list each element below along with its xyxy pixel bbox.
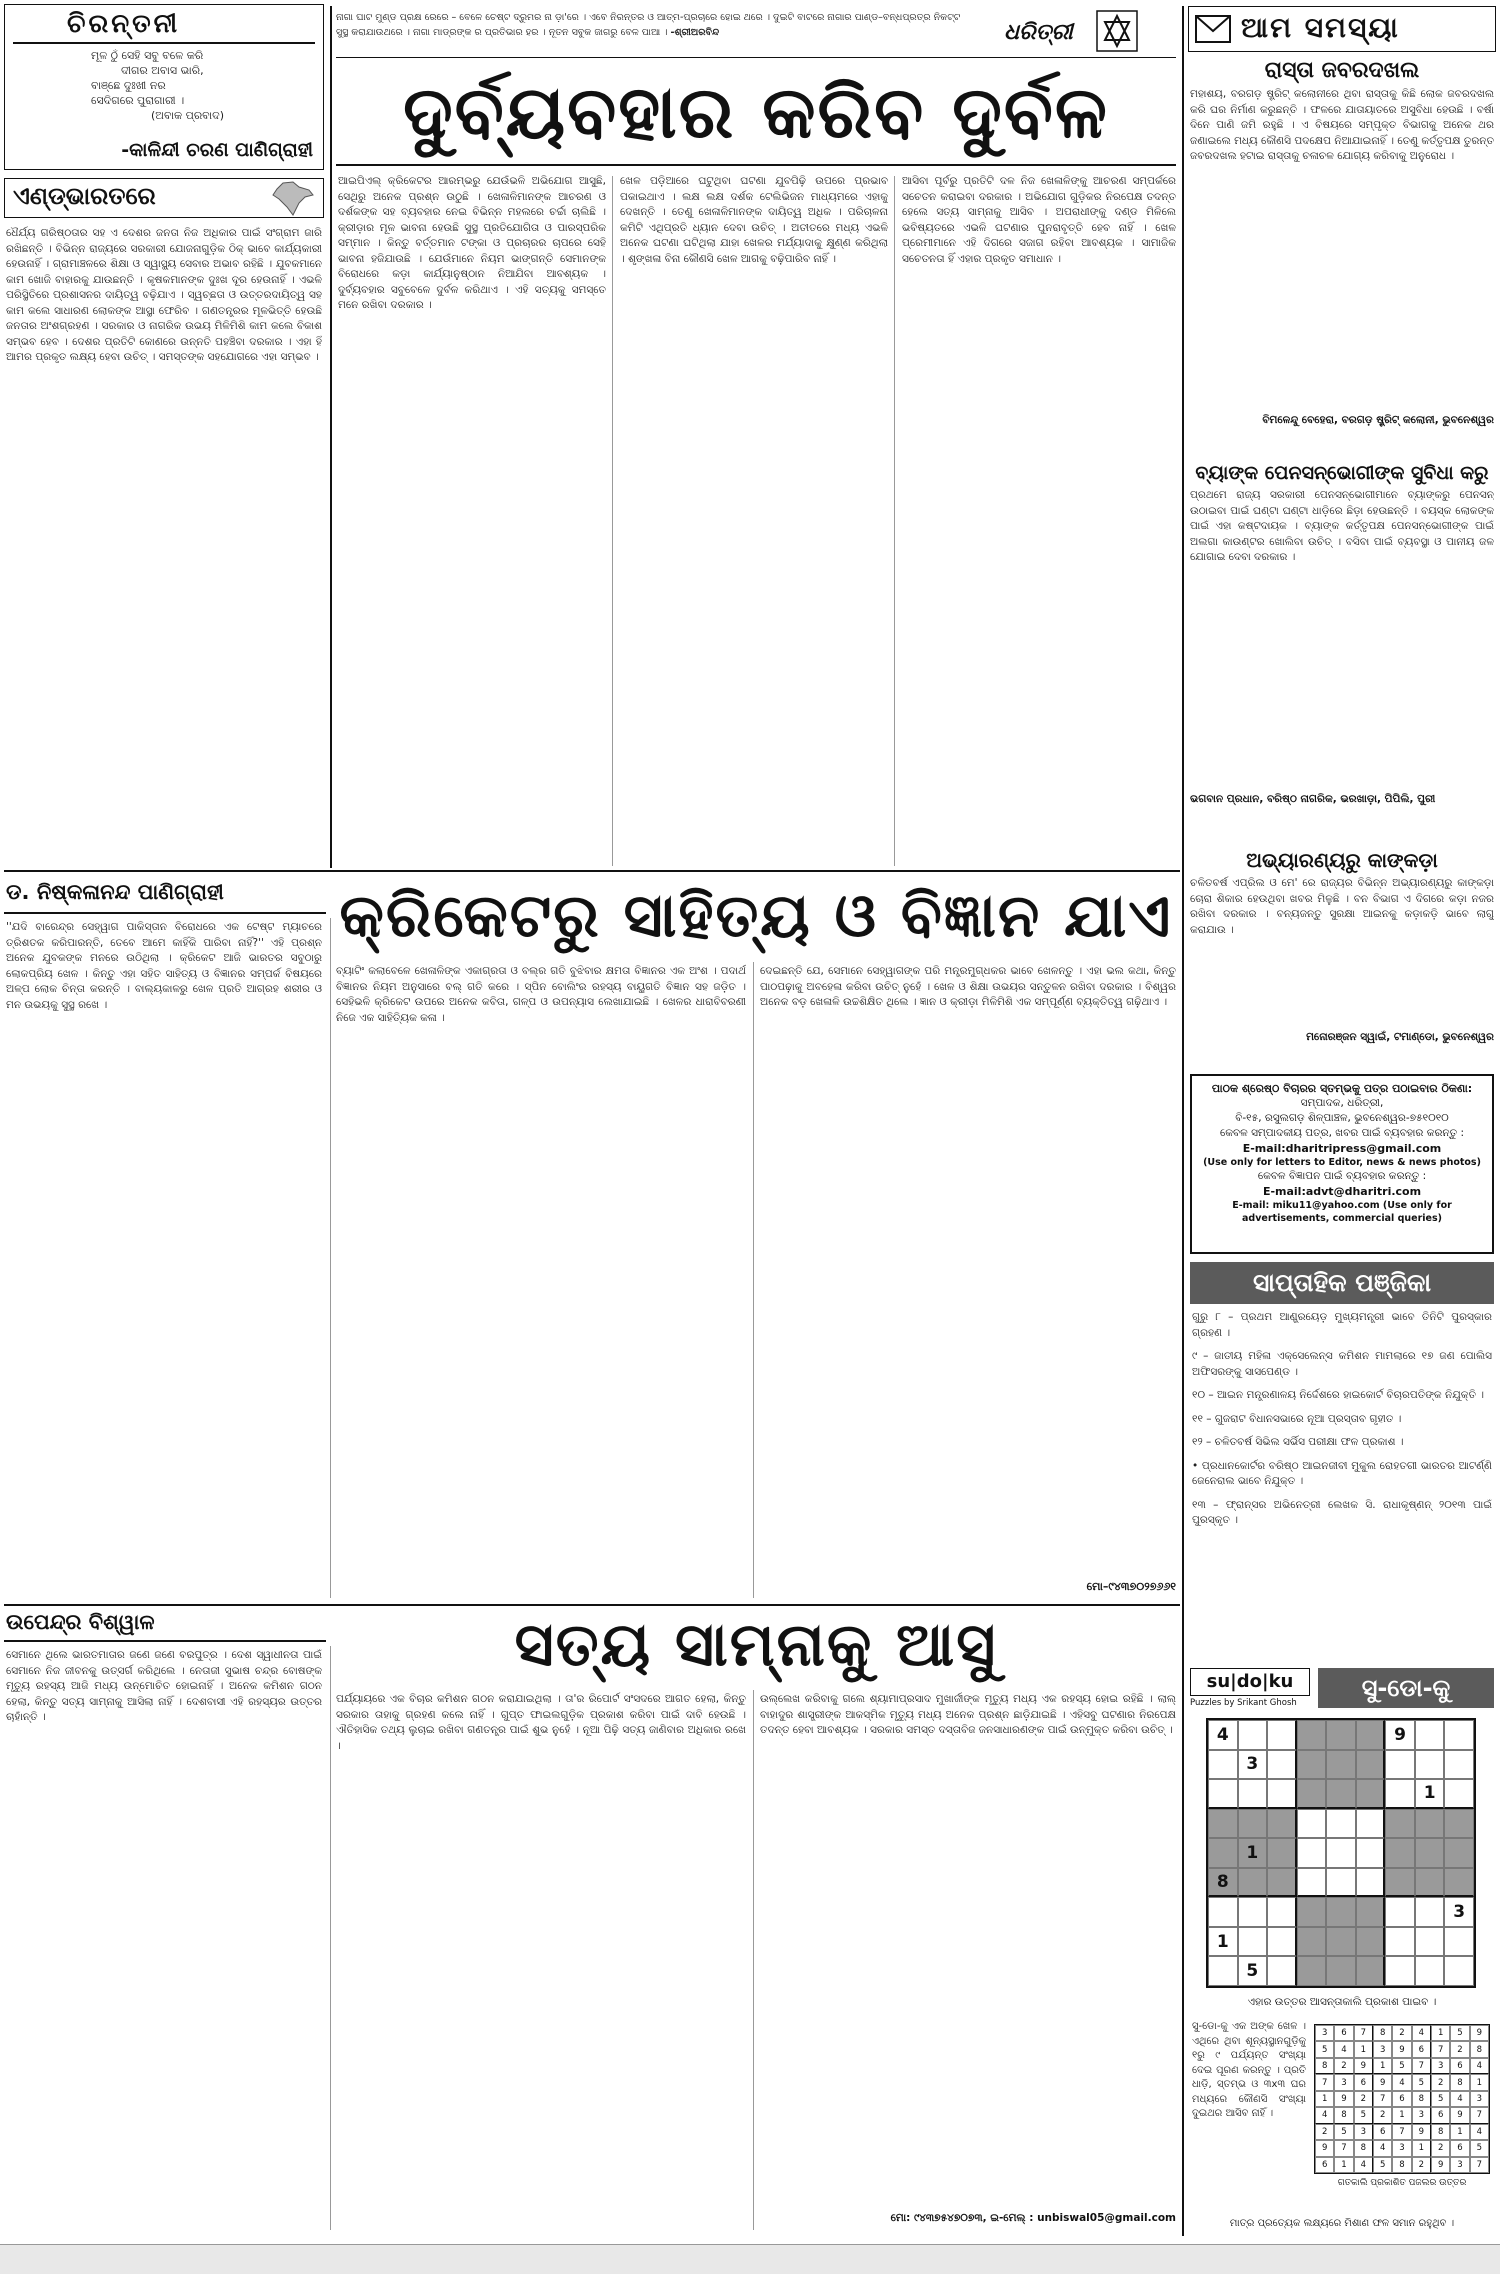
article3-contact: ମୋ: ୯୪୩୭୫୪୭୦୭୩, ଇ-ମେଲ୍ : unbiswal05@gmail.com xyxy=(890,2212,1176,2224)
contact-line-3: କେବଳ ସମ୍ପାଦକୀୟ ପତ୍ର, ଖବର ପାଇଁ ବ୍ୟବହାର କରନ୍ତୁ : xyxy=(1219,1127,1465,1139)
sudoku-cell[interactable]: 8 xyxy=(1208,1868,1238,1898)
sudoku-solution-cell: 6 xyxy=(1450,2058,1469,2074)
sudoku-cell[interactable] xyxy=(1415,1720,1445,1750)
sudoku-cell[interactable] xyxy=(1385,1809,1415,1839)
sudoku-solution-cell: 6 xyxy=(1450,2140,1469,2156)
sudoku-solution-cell: 4 xyxy=(1373,2140,1392,2156)
article2-col-1: ''ଯଦି ବାରେନ୍ଦ୍ର ସେହ୍ୱାଗ ପାକିସ୍ତାନ ବିରୋଧରେ ଏକ ଟେଷ୍ଟ ମ୍ୟାଚରେ ତ୍ରିଶତକ କରିପାରନ୍ତି, ତେବେ ଆମେ କାହିଁକି ପାରିବା ନାହିଁ?'' ଏହି ପ୍ରଶ୍ନ ଅନେକ ଯୁବକଙ୍କ ମନରେ ଉଠିଥିଲା । କ୍ରିକେଟ ଆଜି ଭାରତର ସବୁଠାରୁ ଲୋକପ୍ରିୟ ଖେଳ । କିନ୍ତୁ ଏହା ସହିତ ସାହିତ୍ୟ ଓ ବିଜ୍ଞାନର ସମ୍ପର୍କ ବିଷୟରେ ଅଳ୍ପ ଲୋକ ଚିନ୍ତା କରନ୍ତି । ବାଲ୍ୟକାଳରୁ ଖେଳ ପ୍ରତି ଆଗ୍ରହ ଶରୀର ଓ ମନ ଉଭୟକୁ ସୁସ୍ଥ ରଖେ । xyxy=(6,921,322,1011)
sudoku-solution-cell: 8 xyxy=(1354,2140,1373,2156)
sudoku-solution-cell: 8 xyxy=(1373,2025,1392,2041)
weekly-item: ୧୦ – ଆଇନ ମନ୍ତ୍ରଣାଳୟ ନିର୍ଦ୍ଦେଶରେ ହାଇକୋର୍ଟ ବିଚାରପତିଙ୍କ ନିଯୁକ୍ତି । xyxy=(1192,1389,1485,1401)
sudoku-cell[interactable] xyxy=(1267,1720,1297,1750)
sudoku-solution-cell: 1 xyxy=(1450,2124,1469,2140)
sudoku-cell[interactable] xyxy=(1267,1838,1297,1868)
editorial-header xyxy=(4,178,324,218)
quote-text: ନାଗା ଘାଟ ମୁଣ୍ଡ ପ୍ରକ୍ଷ ରେରେ – ବେଳେ ଚେଷ୍ଟ ଦ୍ରୁମର ନା ଡ଼ା'ରେ । ଏବେ ନିରନ୍ତର ଓ ଆତ୍ମ-ପ୍ରଚାରେ ହୋଇ ଥରେ । ଦୁଇଟି ବାଟରେ ନାଗାର ପାଣ୍ଡ–ବନ୍ଧପ୍ରତ୍ର ନିକଟ୍ଟ ସୁସ୍ଥ କରାଯାଉଥରେ । ନାଗା ମାଡ୍ରଙ୍କ ର ପ୍ରତିଭାର ହର । ନୂତନ ସବୁକ ଜାଗରୁ ବେଳ ପାଆ । -ଶ୍ରୀଅରବିନ୍ଦ xyxy=(336,12,961,38)
sudoku-cell[interactable] xyxy=(1267,1927,1297,1957)
sudoku-solution-cell: 5 xyxy=(1392,2058,1411,2074)
sudoku-cell[interactable] xyxy=(1208,1779,1238,1809)
sudoku-solution-cell: 8 xyxy=(1334,2107,1353,2123)
article2-byline: ଡ. ନିଷ୍କଳାନନ୍ଦ ପାଣିଗ୍ରାହୀ xyxy=(6,880,224,904)
sudoku-solution-cell: 1 xyxy=(1392,2107,1411,2123)
letter-3-title: ଅଭ୍ୟାରଣ୍ୟରୁ କାଙ୍କଡ଼ା xyxy=(1246,848,1438,872)
sudoku-solution-cell: 2 xyxy=(1373,2107,1392,2123)
sudoku-solution-cell: 3 xyxy=(1392,2140,1411,2156)
sudoku-solution-cell: 4 xyxy=(1450,2091,1469,2107)
sudoku-cell[interactable] xyxy=(1385,1779,1415,1809)
contact-email-advt[interactable]: E-mail:advt@dharitri.com xyxy=(1262,1185,1422,1198)
sudoku-cell[interactable] xyxy=(1444,1720,1474,1750)
letter-2-title: ବ୍ୟାଙ୍କ ପେନସନ୍‌ଭୋଗୀଙ୍କ ସୁବିଧା କରୁ xyxy=(1195,462,1489,484)
sudoku-cell[interactable]: 1 xyxy=(1208,1927,1238,1957)
sudoku-solution-cell: 5 xyxy=(1373,2157,1392,2173)
sudoku-cell[interactable] xyxy=(1208,1897,1238,1927)
letters-title: ଆମ ସମସ୍ୟା xyxy=(1241,11,1400,44)
sudoku-solution-cell: 4 xyxy=(1470,2058,1489,2074)
weekly-item: • ପ୍ରଧାନକୋର୍ଟର ବରିଷ୍ଠ ଆଇନଜୀବୀ ମୁକୁଲ ରୋହତଗୀ ଭାରତର ଆଟର୍ଣ୍ଣି ଜେନେରାଲ ଭାବେ ନିଯୁକ୍ତ । xyxy=(1192,1459,1492,1487)
sudoku-solution-cell: 9 xyxy=(1373,2074,1392,2090)
sudoku-solution-cell: 3 xyxy=(1431,2058,1450,2074)
sudoku-grid[interactable] xyxy=(1206,1718,1476,1988)
sudoku-cell[interactable]: 3 xyxy=(1444,1897,1474,1927)
sudoku-solution-cell: 4 xyxy=(1412,2025,1431,2041)
sudoku-cell[interactable]: 4 xyxy=(1208,1720,1238,1750)
letter-2 xyxy=(1190,462,1494,842)
letter-2-signature: ଭଗବାନ ପ୍ରଧାନ, ବରିଷ୍ଠ ନାଗରିକ, ଭରଖାଡ଼ା, ପିପିଲି, ପୁରୀ xyxy=(1190,793,1436,805)
sudoku-cell[interactable] xyxy=(1326,1868,1356,1898)
letter-1-title: ରାସ୍ତା ଜବରଦଖଲ xyxy=(1264,58,1420,83)
sudoku-cell[interactable] xyxy=(1444,1868,1474,1898)
lead-col-1: ଆଇପିଏଲ୍ କ୍ରିକେଟର ଆରମ୍ଭରୁ ଯେଉଁଭଳି ଅଭିଯୋଗ ଆସୁଛି, ସେଥିରୁ ଅନେକ ପ୍ରଶ୍ନ ଉଠୁଛି । ଖେଳାଳିମାନଙ୍କ ଆଚରଣ ଓ ଦର୍ଶକଙ୍କ ସହ ବ୍ୟବହାର ନେଇ ବିଭିନ୍ନ ମହଲରେ ଚର୍ଚ୍ଚା ଚାଲିଛି । କ୍ରୀଡ଼ାର ମୂଳ ଭାବନା ହେଉଛି ସୁସ୍ଥ ପ୍ରତିଯୋଗିତା ଓ ପାରସ୍ପରିକ ସମ୍ମାନ । କିନ୍ତୁ ବର୍ତ୍ତମାନ ଟଙ୍କା ଓ ପ୍ରଚାରର ଚାପରେ ସେହି ଭାବନା ହଜିଯାଉଛି । ଯେଉଁମାନେ ନିୟମ ଭାଙ୍ଗନ୍ତି ସେମାନଙ୍କ ବିରୋଧରେ କଡ଼ା କାର୍ଯ୍ୟାନୁଷ୍ଠାନ ନିଆଯିବା ଆବଶ୍ୟକ । ଦୁର୍ବ୍ୟବହାର ସବୁବେଳେ ଦୁର୍ବଳ କରିଥାଏ । ଏହି ସତ୍ୟକୁ ସମସ୍ତେ ମନେ ରଖିବା ଦରକାର । xyxy=(338,175,606,311)
sudoku-cell[interactable] xyxy=(1297,1927,1327,1957)
sudoku-solution-cell: 4 xyxy=(1315,2107,1334,2123)
sudoku-cell[interactable] xyxy=(1356,1956,1386,1986)
page-footer-strip xyxy=(0,2244,1500,2274)
sudoku-credit: Puzzles by Srikant Ghosh xyxy=(1190,1698,1297,1708)
sudoku-solution-cell: 7 xyxy=(1412,2058,1431,2074)
sudoku-cell[interactable] xyxy=(1415,1956,1445,1986)
weekly-item: ୯ – ଜାତୀୟ ମହିଳା ଏକ୍ସେଲେନ୍ସ କମିଶନ ମାମଲାରେ ୧୭ ଜଣ ପୋଲିସ ଅଫିସରଙ୍କୁ ସାସପେଣ୍ଡ । xyxy=(1192,1350,1492,1378)
sudoku-solution-cell: 3 xyxy=(1373,2041,1392,2057)
brand-logo: ଧରିତ୍ରୀ xyxy=(1004,20,1073,45)
sudoku-cell[interactable] xyxy=(1444,1779,1474,1809)
star-emblem-icon xyxy=(1096,10,1138,52)
sudoku-cell[interactable] xyxy=(1415,1897,1445,1927)
sudoku-solution-cell: 1 xyxy=(1354,2041,1373,2057)
sudoku-solution-cell: 2 xyxy=(1431,2074,1450,2090)
sudoku-cell[interactable] xyxy=(1267,1868,1297,1898)
sudoku-solution-cell: 7 xyxy=(1373,2091,1392,2107)
contact-email-commercial[interactable]: E-mail: miku11@yahoo.com (Use only for advertisements, commercial queries) xyxy=(1232,1200,1452,1224)
sudoku-rules: ସୁ-ଡୋ-କୁ ଏକ ଅଙ୍କ ଖେଳ । ଏଥିରେ ଥିବା ଶୂନ୍ୟସ୍ଥାନଗୁଡ଼ିକୁ ୧ରୁ ୯ ପର୍ଯ୍ୟନ୍ତ ସଂଖ୍ୟା ଦେଇ ପୂରଣ କରନ୍ତୁ । ପ୍ରତି ଧାଡ଼ି, ସ୍ତମ୍ଭ ଓ ୩x୩ ଘର ମଧ୍ୟରେ କୌଣସି ସଂଖ୍ୟା ଦୁଇଥର ଆସିବ ନାହିଁ । xyxy=(1192,2021,1306,2119)
article2-headline: କ୍ରିକେଟରୁ ସାହିତ୍ୟ ଓ ବିଜ୍ଞାନ ଯାଏ xyxy=(339,881,1173,951)
sudoku-cell[interactable] xyxy=(1444,1750,1474,1780)
sudoku-solution-cell: 1 xyxy=(1412,2140,1431,2156)
chirantani-verse: ମୂଳ ଠୁଁ ସେହି ସବୁ ବଳେ କରି ଦୀଗର ଅବାସ ଭାରି, ବାଞ୍ଛେ ଦୁଃଖୀ ନର ସେଦିଗରେ ପୁରାଗାରୀ । (ଅବାକ ପ୍ରବାଦ) xyxy=(91,48,225,122)
sudoku-cell[interactable] xyxy=(1356,1927,1386,1957)
sudoku-cell[interactable] xyxy=(1356,1720,1386,1750)
sudoku-cell[interactable] xyxy=(1297,1720,1327,1750)
sudoku-solution-cell: 6 xyxy=(1354,2074,1373,2090)
sudoku-cell[interactable] xyxy=(1267,1956,1297,1986)
sudoku-cell[interactable] xyxy=(1385,1897,1415,1927)
sudoku-cell[interactable]: 3 xyxy=(1238,1750,1268,1780)
sudoku-cell[interactable] xyxy=(1385,1838,1415,1868)
sudoku-cell[interactable] xyxy=(1385,1956,1415,1986)
sudoku-solution-cell: 7 xyxy=(1315,2074,1334,2090)
sudoku-solution-cell: 4 xyxy=(1354,2157,1373,2173)
sudoku-solution-cell: 6 xyxy=(1392,2091,1411,2107)
sudoku-cell[interactable]: 1 xyxy=(1238,1838,1268,1868)
article3-headline: ସତ୍ୟ ସାମ୍ନାକୁ ଆସୁ xyxy=(514,1610,998,1680)
sudoku-solution-cell: 9 xyxy=(1470,2025,1489,2041)
sudoku-cell[interactable] xyxy=(1208,1838,1238,1868)
weekly-item: ୧୩ – ଫ୍ରାନ୍ସର ଅଭିନେତ୍ରୀ ଲେଖକ ସି. ରାଧାକୃଷ୍ଣନ୍ ୨୦୧୩ ପାଇଁ ପୁରସ୍କୃତ । xyxy=(1192,1498,1492,1526)
sudoku-cell[interactable] xyxy=(1415,1927,1445,1957)
sudoku-cell[interactable] xyxy=(1385,1927,1415,1957)
sudoku-cell[interactable] xyxy=(1297,1779,1327,1809)
sudoku-cell[interactable] xyxy=(1326,1956,1356,1986)
sudoku-solution-cell: 1 xyxy=(1431,2025,1450,2041)
sudoku-cell[interactable]: 1 xyxy=(1415,1779,1445,1809)
sudoku-cell[interactable] xyxy=(1356,1750,1386,1780)
sudoku-cell[interactable] xyxy=(1385,1868,1415,1898)
sudoku-solution-cell: 3 xyxy=(1470,2091,1489,2107)
sudoku-solution-cell: 2 xyxy=(1315,2124,1334,2140)
sudoku-cell[interactable] xyxy=(1385,1750,1415,1780)
sudoku-solution-cell: 6 xyxy=(1334,2025,1353,2041)
sudoku-solution-cell: 1 xyxy=(1334,2157,1353,2173)
sudoku-cell[interactable] xyxy=(1444,1809,1474,1839)
sudoku-solution-cell: 8 xyxy=(1431,2124,1450,2140)
sudoku-cell[interactable] xyxy=(1238,1927,1268,1957)
weekly-header: ସାପ୍ତାହିକ ପଞ୍ଜିକା xyxy=(1190,1262,1494,1304)
sudoku-solution-cell: 9 xyxy=(1334,2091,1353,2107)
contact-line-2: ବି-୧୫, ରସୁଲଗଡ଼ ଶିଳ୍ପାଞ୍ଚଳ, ଭୁବନେଶ୍ୱର-୭୫୧୦୧୦ xyxy=(1235,1112,1449,1124)
letter-2-body: ପ୍ରଥମେ ରାଜ୍ୟ ସରକାରୀ ପେନସନ୍‌ଭୋଗୀମାନେ ବ୍ୟାଙ୍କରୁ ପେନସନ୍ ଉଠାଇବା ପାଇଁ ଘଣ୍ଟା ଘଣ୍ଟା ଧାଡ଼ିରେ ଛିଡ଼ା ହେଉଛନ୍ତି । ବୟସ୍କ ଲୋକଙ୍କ ପାଇଁ ଏହା କଷ୍ଟଦାୟକ । ବ୍ୟାଙ୍କ କର୍ତ୍ତୃପକ୍ଷ ପେନସନ୍‌ଭୋଗୀଙ୍କ ପାଇଁ ଅଲଗା କାଉଣ୍ଟର ଖୋଲିବା ଉଚିତ୍ । ବସିବା ପାଇଁ ବ୍ୟବସ୍ଥା ଓ ପାନୀୟ ଜଳ ଯୋଗାଇ ଦେବା ଦରକାର । xyxy=(1190,489,1494,563)
sudoku-cell[interactable] xyxy=(1326,1809,1356,1839)
sudoku-logo: su|do|ku xyxy=(1190,1668,1310,1696)
sudoku-cell[interactable] xyxy=(1238,1720,1268,1750)
sudoku-cell[interactable] xyxy=(1297,1838,1327,1868)
sudoku-solution-cell: 5 xyxy=(1450,2025,1469,2041)
letter-1-signature: ବିମଳେନ୍ଦୁ ବେହେରା, ବରଗଡ଼ ଷ୍ଟ୍ରିଟ୍ କଲୋନୀ, ଭୁବନେଶ୍ୱର xyxy=(1262,414,1494,426)
article2-col-3: ଦେଇଛନ୍ତି ଯେ, ସେମାନେ ସେହ୍ୱାଗଙ୍କ ପରି ମନ୍ତ୍ରମୁଗ୍ଧକର ଭାବେ ଖେଳନ୍ତୁ । ଏହା ଭଲ କଥା, କିନ୍ତୁ ପାଠପଢ଼ାକୁ ଅବହେଳା କରିବା ଉଚିତ୍ ନୁହେଁ । ଖେଳ ଓ ଶିକ୍ଷା ଉଭୟର ସନ୍ତୁଳନ ରଖିବା ଦରକାର । ବିଶ୍ୱର ଅନେକ ବଡ଼ ଖେଳାଳି ଉଚ୍ଚଶିକ୍ଷିତ ଥିଲେ । ଜ୍ଞାନ ଓ କ୍ରୀଡ଼ା ମିଳିମିଶି ଏକ ସମ୍ପୂର୍ଣ୍ଣ ବ୍ୟକ୍ତିତ୍ୱ ଗଢ଼ିଥାଏ । xyxy=(760,965,1176,1008)
sudoku-solution-cell: 1 xyxy=(1470,2074,1489,2090)
lead-col-3: ଆସିବା ପୂର୍ବରୁ ପ୍ରତିଟି ଦଳ ନିଜ ଖେଳାଳିଙ୍କୁ ଆଚରଣ ସମ୍ପର୍କରେ ସଚେତନ କରାଇବା ଦରକାର । ଅଭିଯୋଗ ଗୁଡ଼ିକର ନିରପେକ୍ଷ ତଦନ୍ତ ହେଲେ ସତ୍ୟ ସାମ୍ନାକୁ ଆସିବ । ଅପରାଧୀଙ୍କୁ ଦଣ୍ଡ ମିଳିଲେ ଭବିଷ୍ୟତରେ ଏଭଳି ଘଟଣାର ପୁନରାବୃତ୍ତି ହେବ ନାହିଁ । ଖେଳ ପ୍ରେମୀମାନେ ଏହି ଦିଗରେ ସଜାଗ ରହିବା ଆବଶ୍ୟକ । ସାମାଜିକ ସଚେତନତା ହିଁ ଏହାର ପ୍ରକୃତ ସମାଧାନ । xyxy=(902,175,1176,265)
sudoku-header xyxy=(1190,1668,1494,1710)
sudoku-solution-cell: 8 xyxy=(1450,2074,1469,2090)
sudoku-solution-cell: 8 xyxy=(1315,2058,1334,2074)
sudoku-cell[interactable] xyxy=(1267,1897,1297,1927)
india-map-icon xyxy=(269,181,315,217)
contact-heading: ପାଠକ ଶ୍ରେଷ୍ଠ ବିଚାରର ସ୍ତମ୍ଭକୁ ପତ୍ର ପଠାଇବାର ଠିକଣା: xyxy=(1211,1082,1473,1095)
sudoku-cell[interactable] xyxy=(1297,1897,1327,1927)
sudoku-solution-cell: 3 xyxy=(1334,2074,1353,2090)
sudoku-solution-cell: 1 xyxy=(1373,2058,1392,2074)
sudoku-solution-cell: 6 xyxy=(1412,2041,1431,2057)
article3-byline: ଉପେନ୍ଦ୍ର ବିଶ୍ୱାଳ xyxy=(6,1610,155,1634)
sudoku-solution-cell: 9 xyxy=(1315,2140,1334,2156)
sudoku-cell[interactable] xyxy=(1326,1897,1356,1927)
sudoku-cell[interactable] xyxy=(1326,1779,1356,1809)
chirantani-title: ଚିରନ୍ତନୀ xyxy=(67,9,181,39)
letter-1 xyxy=(1190,58,1494,458)
sudoku-solution-cell: 2 xyxy=(1412,2157,1431,2173)
sudoku-solution-cell: 4 xyxy=(1392,2074,1411,2090)
sudoku-solution-cell: 7 xyxy=(1354,2025,1373,2041)
sudoku-cell[interactable] xyxy=(1326,1838,1356,1868)
contact-line-1: ସମ୍ପାଦକ, ଧରିତ୍ରୀ, xyxy=(1300,1097,1384,1109)
sudoku-cell[interactable] xyxy=(1415,1868,1445,1898)
sudoku-cell[interactable] xyxy=(1356,1779,1386,1809)
sudoku-cell[interactable] xyxy=(1208,1750,1238,1780)
weekly-item: ୧୨ – ଚଳିତବର୍ଷ ସିଭିଲ ସର୍ଭିସ ପରୀକ୍ଷା ଫଳ ପ୍ରକାଶ । xyxy=(1192,1436,1404,1448)
sudoku-cell[interactable] xyxy=(1415,1809,1445,1839)
sudoku-cell[interactable] xyxy=(1297,1868,1327,1898)
weekly-list xyxy=(1192,1310,1492,1664)
sudoku-solution-cell: 3 xyxy=(1354,2124,1373,2140)
sudoku-solution-cell: 1 xyxy=(1315,2091,1334,2107)
letter-3-body: ଚଳିତବର୍ଷ ଏପ୍ରିଲ ଓ ମେ' ରେ ରାଜ୍ୟର ବିଭିନ୍ନ ଅଭ୍ୟାରଣ୍ୟରୁ କାଙ୍କଡ଼ା ଚୋରା ଶିକାର ହେଉଥିବା ଖବର ମିଳୁଛି । ବନ ବିଭାଗ ଏ ଦିଗରେ କଡ଼ା ନଜର ରଖିବା ଦରକାର । ବନ୍ୟଜନ୍ତୁ ସୁରକ୍ଷା ଆଇନକୁ କଡ଼ାକଡ଼ି ଭାବେ ଲାଗୁ କରାଯାଉ । xyxy=(1190,877,1494,936)
sudoku-cell[interactable] xyxy=(1326,1927,1356,1957)
sudoku-solution-cell: 6 xyxy=(1373,2124,1392,2140)
sudoku-cell[interactable] xyxy=(1444,1927,1474,1957)
sudoku-solution-cell: 5 xyxy=(1412,2074,1431,2090)
sudoku-solution-cell: 5 xyxy=(1431,2091,1450,2107)
article2-col-2: ବ୍ୟାଟିଂ କଲାବେଳେ ଖେଳାଳିଙ୍କ ଏକାଗ୍ରତା ଓ ବଲ୍‌ର ଗତି ବୁଝିବାର କ୍ଷମତା ବିଜ୍ଞାନର ଏକ ଅଂଶ । ପଦାର୍ଥ ବିଜ୍ଞାନର ନିୟମ ଅନୁସାରେ ବଲ୍ ଗତି କରେ । ସ୍ପିନ ବୋଲିଂର ରହସ୍ୟ ବାୟୁଗତି ବିଜ୍ଞାନ ସହ ଜଡ଼ିତ । ସେହିଭଳି କ୍ରିକେଟ ଉପରେ ଅନେକ କବିତା, ଗଳ୍ପ ଓ ଉପନ୍ୟାସ ଲେଖାଯାଇଛି । ଖେଳର ଧାରାବିବରଣୀ ନିଜେ ଏକ ସାହିତ୍ୟିକ କଳା । xyxy=(336,965,746,1024)
sudoku-cell[interactable] xyxy=(1356,1868,1386,1898)
letters-header xyxy=(1188,6,1496,52)
letter-1-body: ମହାଶୟ, ବରଗଡ଼ ଷ୍ଟ୍ରିଟ୍ କଲୋନୀରେ ଥିବା ରାସ୍ତାକୁ କିଛି ଲୋକ ଜବରଦଖଲ କରି ଘର ନିର୍ମାଣ କରୁଛନ୍ତି । ଫଳରେ ଯାତାୟାତରେ ଅସୁବିଧା ହେଉଛି । ବର୍ଷା ଦିନେ ପାଣି ଜମି ରହୁଛି । ଏ ବିଷୟରେ ସମ୍ପୃକ୍ତ ବିଭାଗକୁ ଅନେକ ଥର ଜଣାଇଲେ ମଧ୍ୟ କୌଣସି ପଦକ୍ଷେପ ନିଆଯାଇନାହିଁ । ତେଣୁ କର୍ତ୍ତୃପକ୍ଷ ତୁରନ୍ତ ଜବରଦଖଲ ହଟାଇ ରାସ୍ତାକୁ ଚଳାଚଳ ଯୋଗ୍ୟ କରିବାକୁ ଅନୁରୋଧ । xyxy=(1190,88,1494,162)
article3-col-3: ଉଲ୍ଲେଖ କରିବାକୁ ଗଲେ ଶ୍ୟାମାପ୍ରସାଦ ମୁଖାର୍ଜୀଙ୍କ ମୃତ୍ୟୁ ମଧ୍ୟ ଏକ ରହସ୍ୟ ହୋଇ ରହିଛି । ଲାଲ୍ ବାହାଦୁର ଶାସ୍ତ୍ରୀଙ୍କ ଆକସ୍ମିକ ମୃତ୍ୟୁ ମଧ୍ୟ ଅନେକ ପ୍ରଶ୍ନ ଛାଡ଼ିଯାଇଛି । ଏହିସବୁ ଘଟଣାର ନିରପେକ୍ଷ ତଦନ୍ତ ହେବା ଆବଶ୍ୟକ । ସରକାର ସମସ୍ତ ଦସ୍ତାବିଜ ଜନସାଧାରଣଙ୍କ ପାଇଁ ଉନ୍ମୁକ୍ତ କରିବା ଉଚିତ୍ । xyxy=(760,1693,1176,1736)
contact-note-editor: (Use only for letters to Editor, news & news photos) xyxy=(1203,1157,1481,1168)
sudoku-cell[interactable] xyxy=(1238,1868,1268,1898)
sudoku-solution-cell: 5 xyxy=(1315,2041,1334,2057)
sudoku-cell[interactable] xyxy=(1238,1897,1268,1927)
sudoku-cell[interactable] xyxy=(1356,1838,1386,1868)
sudoku-solution-cell: 9 xyxy=(1412,2124,1431,2140)
sudoku-solution-cell: 3 xyxy=(1450,2157,1469,2173)
letter-3 xyxy=(1190,848,1494,1066)
sudoku-cell[interactable] xyxy=(1238,1779,1268,1809)
chirantani-box xyxy=(4,4,324,170)
sudoku-solution-cell: 7 xyxy=(1334,2140,1353,2156)
weekly-item: ଗୁରୁ ୮ – ପ୍ରଥମ ଆଣ୍ଡ୍ରୟେଡ଼ ମୁଖ୍ୟମନ୍ତ୍ରୀ ଭାବେ ତିନିଟି ପୁରସ୍କାର ଗ୍ରହଣ । xyxy=(1192,1311,1492,1339)
sudoku-solution-cell: 5 xyxy=(1470,2140,1489,2156)
sudoku-solution-cell: 8 xyxy=(1470,2041,1489,2057)
sudoku-solution-cell: 2 xyxy=(1354,2091,1373,2107)
chirantani-author: -କାଳିନ୍ଦୀ ଚରଣ ପାଣିଗ୍ରାହୀ xyxy=(121,139,313,161)
sudoku-solution-cell: 5 xyxy=(1354,2107,1373,2123)
sudoku-cell[interactable] xyxy=(1267,1809,1297,1839)
sudoku-solution-cell: 8 xyxy=(1392,2157,1411,2173)
sudoku-cell[interactable] xyxy=(1415,1750,1445,1780)
article2-contact: ମୋ–୯୪୩୭୦୨୭୬୬୧ xyxy=(1086,1580,1176,1593)
lead-headline: ଦୁର୍ବ୍ୟବହାର କରିବ ଦୁର୍ବଳ xyxy=(403,70,1109,154)
sudoku-solution-cell: 9 xyxy=(1392,2041,1411,2057)
sudoku-cell[interactable] xyxy=(1444,1956,1474,1986)
letter-3-signature: ମନୋରଞ୍ଜନ ସ୍ୱାଇଁ, ଟମାଣ୍ଡୋ, ଭୁବନେଶ୍ୱର xyxy=(1306,1031,1494,1043)
article3-col-2: ପର୍ଯ୍ୟାୟରେ ଏକ ବିଚାର କମିଶନ ଗଠନ କରାଯାଇଥିଲା । ତା'ର ରିପୋର୍ଟ ସଂସଦରେ ଆଗତ ହେଲା, କିନ୍ତୁ ସରକାର ତାହାକୁ ଗ୍ରହଣ କଲେ ନାହିଁ । ଗୁପ୍ତ ଫାଇଲଗୁଡ଼ିକ ପ୍ରକାଶ କରିବା ପାଇଁ ଦାବି ହେଉଛି । ଐତିହାସିକ ତଥ୍ୟ ଲୁଚାଇ ରଖିବା ଗଣତନ୍ତ୍ର ପାଇଁ ଶୁଭ ନୁହେଁ । ନୂଆ ପିଢ଼ି ସତ୍ୟ ଜାଣିବାର ଅଧିକାର ରଖେ । xyxy=(336,1693,746,1752)
sudoku-solution-cell: 7 xyxy=(1392,2124,1411,2140)
sudoku-solution-cell: 9 xyxy=(1431,2157,1450,2173)
sudoku-cell[interactable] xyxy=(1208,1956,1238,1986)
sudoku-cell[interactable] xyxy=(1326,1720,1356,1750)
sudoku-solution-cell: 7 xyxy=(1470,2157,1489,2173)
contact-line-4: କେବଳ ବିଜ୍ଞାପନ ପାଇଁ ବ୍ୟବହାର କରନ୍ତୁ : xyxy=(1257,1170,1427,1182)
sudoku-solution-cell: 7 xyxy=(1470,2107,1489,2123)
sudoku-solution-cell: 7 xyxy=(1431,2041,1450,2057)
contact-box xyxy=(1190,1074,1494,1254)
envelope-icon xyxy=(1195,15,1231,43)
contact-email-editor[interactable]: E-mail:dharitripress@gmail.com xyxy=(1242,1142,1442,1155)
sudoku-cell[interactable]: 9 xyxy=(1385,1720,1415,1750)
sudoku-solution-cell: 3 xyxy=(1412,2107,1431,2123)
sudoku-solution-cell: 2 xyxy=(1334,2058,1353,2074)
sudoku-solution-cell: 9 xyxy=(1450,2107,1469,2123)
lead-col-2: ଖେଳ ପଡ଼ିଆରେ ଘଟୁଥିବା ଘଟଣା ଯୁବପିଢ଼ି ଉପରେ ପ୍ରଭାବ ପକାଇଥାଏ । ଲକ୍ଷ ଲକ୍ଷ ଦର୍ଶକ ଟେଲିଭିଜନ ମାଧ୍ୟମରେ ଏହାକୁ ଦେଖନ୍ତି । ତେଣୁ ଖେଳାଳିମାନଙ୍କ ଦାୟିତ୍ୱ ଅଧିକ । ପରିଚାଳନା କମିଟି ଏଥିପ୍ରତି ଧ୍ୟାନ ଦେବା ଉଚିତ୍ । ଅତୀତରେ ମଧ୍ୟ ଏଭଳି ଅନେକ ଘଟଣା ଘଟିଥିଲା ଯାହା ଖେଳର ମର୍ଯ୍ୟାଦାକୁ କ୍ଷୁଣ୍ଣ କରିଥିଲା । ଶୃଙ୍ଖଳା ବିନା କୌଣସି ଖେଳ ଆଗକୁ ବଢ଼ିପାରିବ ନାହିଁ । xyxy=(620,175,888,265)
sudoku-solution-grid xyxy=(1314,2024,1490,2174)
sudoku-solution-cell: 5 xyxy=(1334,2124,1353,2140)
sudoku-cell[interactable] xyxy=(1356,1897,1386,1927)
sudoku-cell[interactable] xyxy=(1208,1809,1238,1839)
sudoku-cell[interactable] xyxy=(1267,1750,1297,1780)
sudoku-solution-cell: 6 xyxy=(1315,2157,1334,2173)
sudoku-cell[interactable] xyxy=(1415,1838,1445,1868)
sudoku-solution-cell: 2 xyxy=(1431,2140,1450,2156)
sudoku-solution-cell: 4 xyxy=(1470,2124,1489,2140)
sudoku-solution-cell: 9 xyxy=(1354,2058,1373,2074)
editorial-body: ଧୈର୍ଯ୍ୟ ଗରିଷ୍ଠତାର ସହ ଏ ଦେଶର ଜନତା ନିଜ ଅଧିକାର ପାଇଁ ସଂଗ୍ରାମ ଜାରି ରଖିଛନ୍ତି । ବିଭିନ୍ନ ରାଜ୍ୟରେ ସରକାରୀ ଯୋଜନାଗୁଡ଼ିକ ଠିକ୍ ଭାବେ କାର୍ଯ୍ୟକାରୀ ହେଉନାହିଁ । ଗ୍ରାମାଞ୍ଚଳରେ ଶିକ୍ଷା ଓ ସ୍ୱାସ୍ଥ୍ୟ ସେବାର ଅଭାବ ରହିଛି । ଯୁବକମାନେ କାମ ଖୋଜି ବାହାରକୁ ଯାଉଛନ୍ତି । କୃଷକମାନଙ୍କ ଦୁଃଖ ଦୂର ହେଉନାହିଁ । ଏଭଳି ପରିସ୍ଥିତିରେ ପ୍ରଶାସନର ଦାୟିତ୍ୱ ବଢ଼ିଯାଏ । ସ୍ୱଚ୍ଛତା ଓ ଉତ୍ତରଦାୟିତ୍ୱ ସହ କାମ କଲେ ସାଧାରଣ ଲୋକଙ୍କ ଆସ୍ଥା ଫେରିବ । ଗଣତନ୍ତ୍ରର ମୂଳଭିତ୍ତି ହେଉଛି ଜନତାର ଅଂଶଗ୍ରହଣ । ସରକାର ଓ ନାଗରିକ ଉଭୟ ମିଳିମିଶି କାମ କଲେ ବିକାଶ ସମ୍ଭବ ହେବ । ଦେଶର ପ୍ରତିଟି କୋଣରେ ଉନ୍ନତି ପହଞ୍ଚିବା ଦରକାର । ଏହା ହିଁ ଆମର ପ୍ରକୃତ ଲକ୍ଷ୍ୟ ହେବା ଉଚିତ୍ । ସମସ୍ତଙ୍କ ସହଯୋଗରେ ଏହା ସମ୍ଭବ । xyxy=(6,227,322,363)
article3-col-1: ସେମାନେ ଥିଲେ ଭାରତମାତାର ଜଣେ ଜଣେ ବରପୁତ୍ର । ଦେଶ ସ୍ୱାଧୀନତା ପାଇଁ ସେମାନେ ନିଜ ଜୀବନକୁ ଉତ୍ସର୍ଗ କରିଥିଲେ । ନେତାଜୀ ସୁଭାଷ ଚନ୍ଦ୍ର ବୋଷଙ୍କ ମୃତ୍ୟୁ ରହସ୍ୟ ଆଜି ମଧ୍ୟ ଉନ୍ମୋଚିତ ହୋଇନାହିଁ । ଅନେକ କମିଶନ ଗଠନ ହେଲା, କିନ୍ତୁ ସତ୍ୟ ସାମ୍ନାକୁ ଆସିଲା ନାହିଁ । ଦେଶବାସୀ ଏହି ରହସ୍ୟର ଉତ୍ତର ଚାହାଁନ୍ତି । xyxy=(6,1649,322,1723)
sudoku-solution-caption: ଗତକାଲି ପ୍ରକାଶିତ ପଜଲର ଉତ୍ତର xyxy=(1337,2178,1467,2188)
sudoku-cell[interactable] xyxy=(1444,1838,1474,1868)
quote-strip xyxy=(336,6,1176,58)
weekly-item: ୧୧ – ଗୁଜରାଟ ବିଧାନସଭାରେ ନୂଆ ପ୍ରସ୍ତାବ ଗୃହୀତ । xyxy=(1192,1412,1402,1425)
sudoku-solution-cell: 8 xyxy=(1412,2091,1431,2107)
sudoku-cell[interactable] xyxy=(1356,1809,1386,1839)
sudoku-cell[interactable] xyxy=(1297,1809,1327,1839)
sudoku-solution-cell: 2 xyxy=(1392,2025,1411,2041)
sudoku-cell[interactable] xyxy=(1267,1779,1297,1809)
sudoku-solution-cell: 6 xyxy=(1431,2107,1450,2123)
editorial-title: ଏଣ୍ଡ୍‌ଭାରତରେ xyxy=(13,182,156,210)
sudoku-note: ଏହାର ଉତ୍ତର ଆସନ୍ତାକାଲି ପ୍ରକାଶ ପାଇବ । xyxy=(1247,1996,1437,2008)
sudoku-solution-cell: 2 xyxy=(1450,2041,1469,2057)
sudoku-solution-cell: 4 xyxy=(1334,2041,1353,2057)
sudoku-cell[interactable] xyxy=(1326,1750,1356,1780)
sudoku-cell[interactable] xyxy=(1297,1956,1327,1986)
sudoku-cell[interactable]: 5 xyxy=(1238,1956,1268,1986)
sudoku-cell[interactable] xyxy=(1238,1809,1268,1839)
sudoku-solution-cell: 3 xyxy=(1315,2025,1334,2041)
sudoku-footer: ମାତ୍ର ପ୍ରତ୍ୟେକ ଲକ୍ଷ୍ୟରେ ମିଶାଣ ଫଳ ସମାନ ରହୁଥିବ । xyxy=(1229,2218,1455,2229)
sudoku-cell[interactable] xyxy=(1297,1750,1327,1780)
sudoku-odia-title: ସୁ-ଡୋ-କୁ xyxy=(1318,1668,1494,1708)
